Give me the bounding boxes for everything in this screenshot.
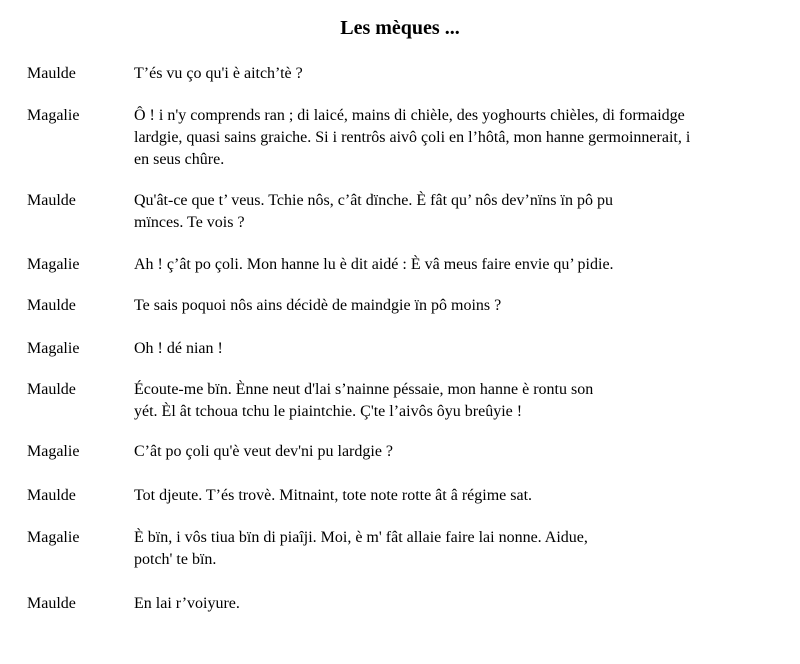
dialogue-text-line: lardgie, quasi sains graiche. Si i rentrôs aivô çoli en l’hôtâ, mon hanne germoinnerait, i <box>134 129 691 146</box>
dialogue-text-line: Qu'ât-ce que t’ veus. Tchie nôs, c’ât dïnche. È fât qu’ nôs dev’nïns ïn pô pu <box>134 192 613 209</box>
page-title: Les mèques ... <box>340 17 460 39</box>
dialogue-text <box>134 105 784 171</box>
dialogue-text-line: mïnces. Te vois ? <box>134 214 245 231</box>
dialogue-text <box>134 338 784 360</box>
dialogue-text-line: en seus chûre. <box>134 151 225 168</box>
dialogue-text-line: En lai r’voiyure. <box>134 595 240 612</box>
speaker-name: Maulde <box>27 192 76 209</box>
speaker-name: Magalie <box>27 443 80 460</box>
speaker-name: Magalie <box>27 340 80 357</box>
speaker-name: Maulde <box>27 381 76 398</box>
dialogue-text <box>134 441 784 463</box>
dialogue-text <box>134 593 784 615</box>
dialogue-text <box>134 254 784 276</box>
dialogue-text-line: Tot djeute. T’és trovè. Mitnaint, tote note rotte ât â régime sat. <box>134 487 533 504</box>
dialogue-text-line: Te sais poquoi nôs ains décidè de maindgie ïn pô moins ? <box>134 297 502 314</box>
speaker-name: Magalie <box>27 107 80 124</box>
dialogue-text <box>134 190 784 234</box>
speaker-name: Maulde <box>27 65 76 82</box>
dialogue-text-line: Ah ! ç’ât po çoli. Mon hanne lu è dit aidé : È vâ meus faire envie qu’ pidie. <box>134 256 614 273</box>
speaker-name: Magalie <box>27 529 80 546</box>
dialogue-text-line: Oh ! dé nian ! <box>134 340 223 357</box>
dialogue-text <box>134 379 784 423</box>
dialogue-text <box>134 485 784 507</box>
dialogue-text-line: potch' te bïn. <box>134 551 217 568</box>
speaker-name: Magalie <box>27 256 80 273</box>
dialogue-text-line: È bïn, i vôs tiua bïn di piaîji. Moi, è m' fât allaie faire lai nonne. Aidue, <box>134 529 588 546</box>
dialogue-text-line: yét. Èl ât tchoua tchu le piaintchie. Ç'te l’aivôs ôyu breûyie ! <box>134 403 523 420</box>
dialogue-text-line: T’és vu ço qu'i è aitch’tè ? <box>134 65 303 82</box>
dialogue-text <box>134 63 784 85</box>
dialogue-text <box>134 295 784 317</box>
speaker-name: Maulde <box>27 297 76 314</box>
dialogue-text <box>134 527 784 571</box>
speaker-name: Maulde <box>27 595 76 612</box>
dialogue-text-line: C’ât po çoli qu'è veut dev'ni pu lardgie ? <box>134 443 394 460</box>
dialogue-text-line: Écoute-me bïn. Ènne neut d'lai s’nainne péssaie, mon hanne è rontu son <box>134 381 594 398</box>
dialogue-text-line: Ô ! i n'y comprends ran ; di laicé, mains di chièle, des yoghourts chièles, di formaidge <box>134 107 685 124</box>
speaker-name: Maulde <box>27 487 76 504</box>
